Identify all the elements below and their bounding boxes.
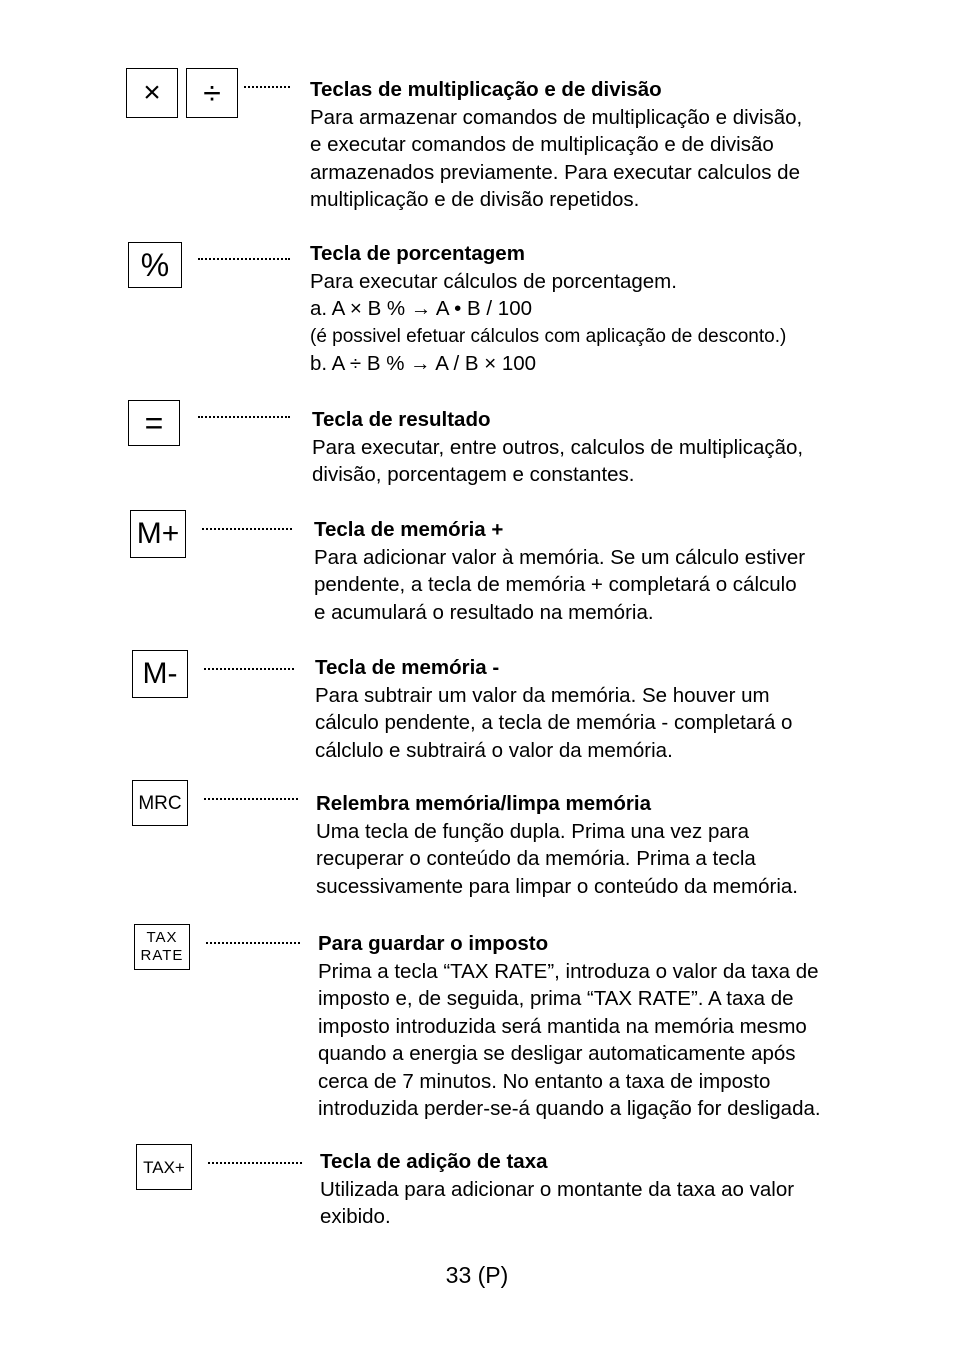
section-text — [315, 654, 855, 764]
section-text — [310, 76, 850, 214]
section-title: Tecla de memória + — [314, 518, 504, 541]
section-text — [312, 406, 852, 489]
section-text — [314, 516, 854, 626]
desc-line: Para executar cálculos de porcentagem. — [310, 269, 677, 293]
multiply-key-icon: × — [126, 68, 178, 118]
leader-dots — [206, 942, 300, 944]
leader-dots — [244, 86, 290, 88]
desc-line: armazenados previamente. Para executar calculos de — [310, 160, 800, 184]
desc-line: cálclulo e subtrairá o valor da memória. — [315, 738, 673, 762]
leader-dots — [198, 416, 290, 418]
desc-line: multiplicação e de divisão repetidos. — [310, 188, 640, 211]
section-title: Relembra memória/limpa memória — [316, 792, 651, 815]
section-title: Tecla de memória - — [315, 656, 500, 679]
section-title: Tecla de porcentagem — [310, 242, 525, 265]
desc-line: Para adicionar valor à memória. Se um cálculo estiver — [314, 545, 806, 569]
desc-line: Para armazenar comandos de multiplicação e divisão, — [310, 105, 803, 129]
divide-key-icon: ÷ — [186, 68, 238, 118]
section-title: Tecla de resultado — [312, 408, 491, 431]
memory-plus-key-icon: M+ — [130, 510, 186, 558]
section-title: Teclas de multiplicação e de divisão — [310, 78, 662, 101]
desc-line: cerca de 7 minutos. No entanto a taxa de imposto — [318, 1069, 771, 1093]
desc-line: (é possivel efetuar cálculos com aplicação de desconto.) — [310, 325, 787, 347]
desc-line: Para executar, entre outros, calculos de multiplicação, — [312, 435, 804, 459]
mrc-key-icon: MRC — [132, 780, 188, 826]
desc-line: quando a energia se desligar automaticamente após — [318, 1042, 796, 1065]
tax-plus-key-icon: TAX+ — [136, 1144, 192, 1190]
equals-key-icon: = — [128, 400, 180, 446]
section-title: Para guardar o imposto — [318, 932, 549, 955]
desc-line: divisão, porcentagem e constantes. — [312, 463, 635, 486]
desc-line: imposto e, de seguida, prima “TAX RATE”. A taxa de — [318, 987, 794, 1010]
section-text — [320, 1148, 860, 1231]
formula-line: b. A ÷ B % → A / B × 100 — [310, 352, 537, 375]
desc-line: Uma tecla de função dupla. Prima una vez para — [316, 819, 750, 843]
desc-line: imposto introduzida será mantida na memória mesmo — [318, 1014, 807, 1038]
leader-dots — [198, 258, 290, 260]
desc-line: introduzida perder-se-á quando a ligação for desligada. — [318, 1097, 821, 1120]
section-title: Tecla de adição de taxa — [320, 1150, 548, 1173]
memory-minus-key-icon: M- — [132, 650, 188, 698]
leader-dots — [204, 798, 298, 800]
desc-line: Para subtrair um valor da memória. Se houver um — [315, 683, 770, 707]
desc-line: e executar comandos de multiplicação e de divisão — [310, 133, 774, 156]
desc-line: sucessivamente para limpar o conteúdo da memória. — [316, 874, 798, 898]
section-text — [318, 930, 858, 1123]
desc-line: cálculo pendente, a tecla de memória - completará o — [315, 711, 793, 734]
tax-rate-key-icon: TAX RATE — [134, 924, 190, 970]
leader-dots — [204, 668, 294, 670]
section-text — [310, 240, 850, 378]
percent-key-icon: % — [128, 242, 182, 288]
desc-line: e acumulará o resultado na memória. — [314, 600, 654, 624]
desc-line: pendente, a tecla de memória + completará o cálculo — [314, 573, 797, 596]
desc-line: Prima a tecla “TAX RATE”, introduza o valor da taxa de — [318, 959, 819, 983]
leader-dots — [208, 1162, 302, 1164]
page-number: 33 (P) — [445, 1262, 509, 1288]
formula-line: a. A × B % → A • B / 100 — [310, 297, 532, 320]
desc-line: exibido. — [320, 1205, 391, 1228]
desc-line: Utilizada para adicionar o montante da taxa ao valor — [320, 1177, 795, 1201]
leader-dots — [202, 528, 292, 530]
desc-line: recuperar o conteúdo da memória. Prima a tecla — [316, 847, 756, 870]
section-text — [316, 790, 856, 900]
